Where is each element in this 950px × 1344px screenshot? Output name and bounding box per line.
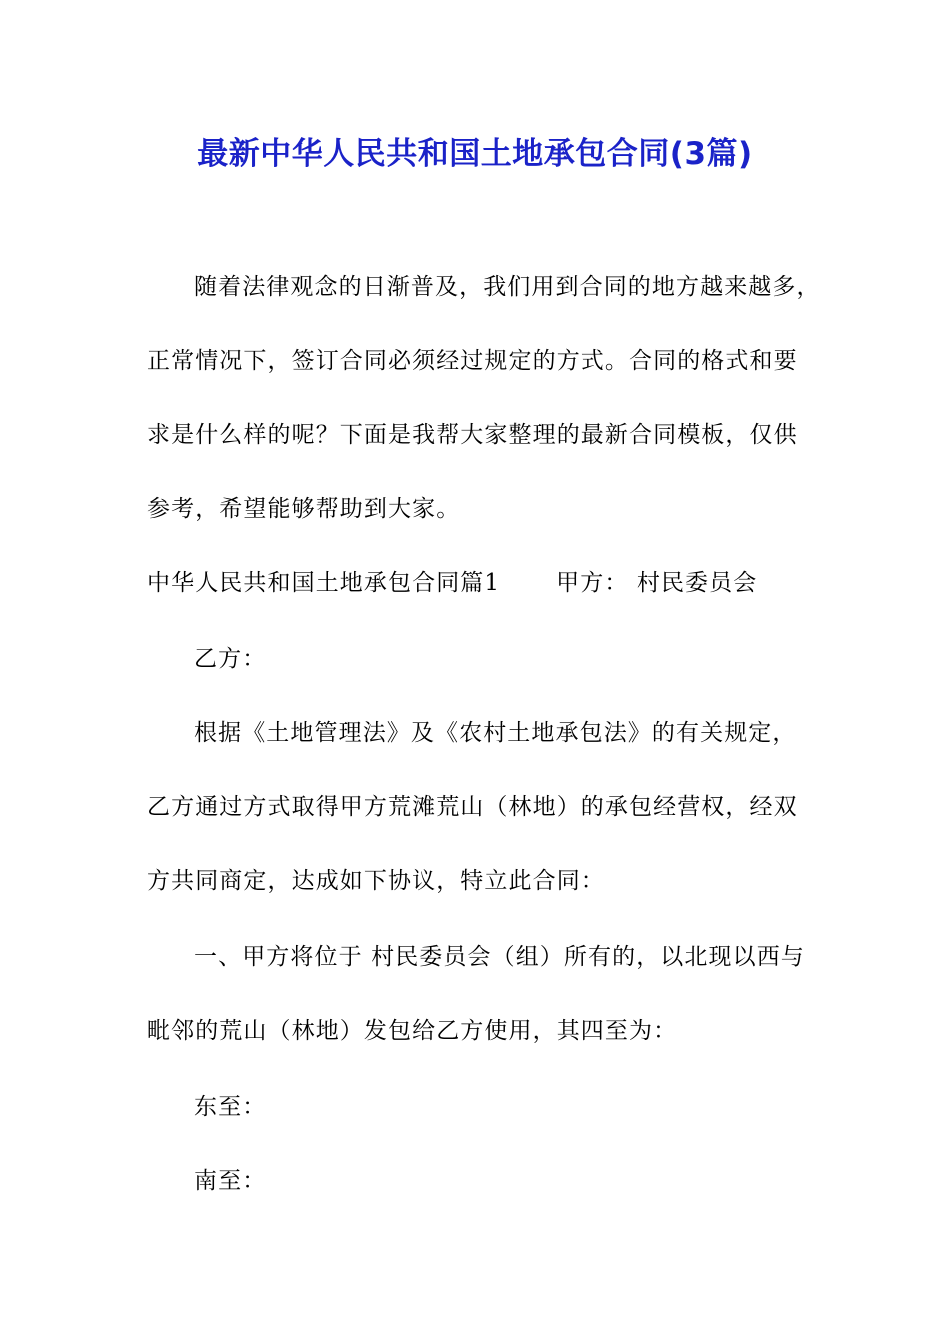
paragraph-line-4: 参考，希望能够帮助到大家。	[147, 496, 461, 522]
party-a: 甲方： 村民委员会	[556, 570, 758, 596]
clause-1-line-1: 一、甲方将位于 村民委员会（组）所有的，以北现以西与	[194, 944, 805, 970]
section-heading: 中华人民共和国土地承包合同篇1	[147, 570, 501, 596]
boundary-east: 东至：	[194, 1094, 267, 1120]
paragraph-line-7: 方共同商定，达成如下协议，特立此合同：	[147, 868, 605, 894]
paragraph-line-2: 正常情况下，签订合同必须经过规定的方式。合同的格式和要	[147, 348, 798, 374]
section-heading-line	[147, 568, 757, 598]
paragraph-line-6: 乙方通过方式取得甲方荒滩荒山（林地）的承包经营权，经双	[147, 794, 798, 820]
party-b: 乙方：	[194, 646, 267, 672]
paragraph-line-1: 随着法律观念的日渐普及，我们用到合同的地方越来越多，	[194, 274, 821, 300]
paragraph-line-5: 根据《土地管理法》及《农村土地承包法》的有关规定，	[194, 720, 797, 746]
boundary-south: 南至：	[194, 1168, 267, 1194]
document-title: 最新中华人民共和国土地承包合同(3篇)	[197, 136, 753, 172]
clause-1-line-2: 毗邻的荒山（林地）发包给乙方使用，其四至为：	[147, 1018, 678, 1044]
paragraph-line-3: 求是什么样的呢？下面是我帮大家整理的最新合同模板，仅供	[147, 422, 798, 448]
